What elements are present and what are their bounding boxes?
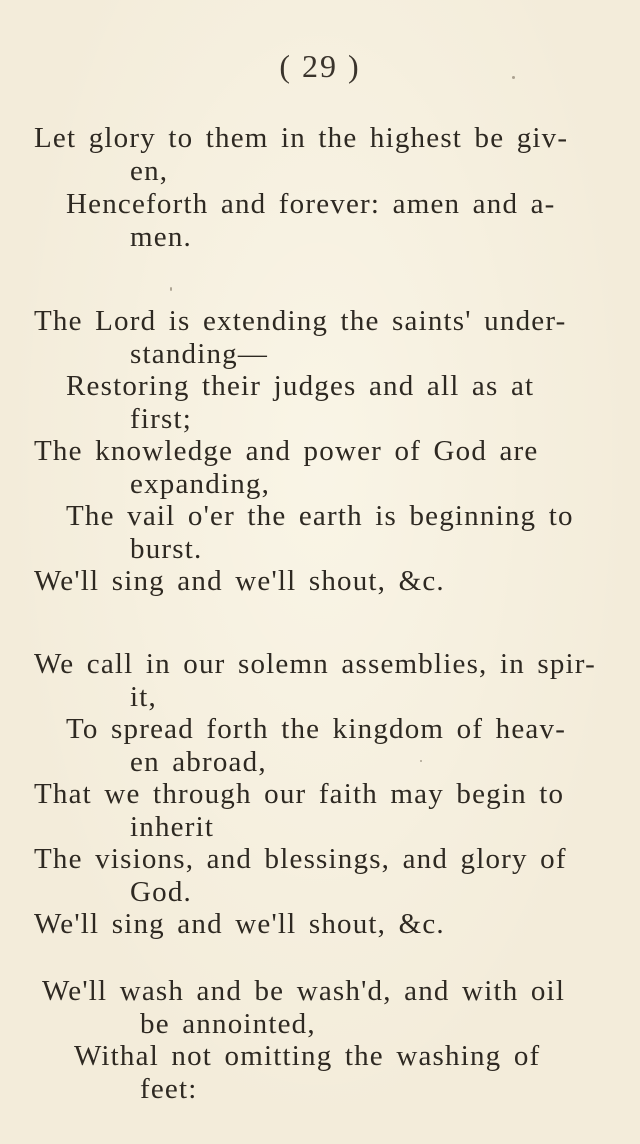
text-line: The visions, and blessings, and glory of xyxy=(34,843,567,875)
text-line: feet: xyxy=(140,1073,198,1105)
text-line: God. xyxy=(130,876,192,908)
text-line: men. xyxy=(130,221,192,253)
text-line: Restoring their judges and all as at xyxy=(66,370,535,402)
text-line: burst. xyxy=(130,533,203,565)
page-number: ( 29 ) xyxy=(279,48,361,84)
text-line: inherit xyxy=(130,811,215,843)
refrain-line: We'll sing and we'll shout, &c. xyxy=(34,565,445,597)
text-line: Withal not omitting the washing of xyxy=(74,1040,541,1072)
text-line: To spread forth the kingdom of heav- xyxy=(66,713,567,745)
text-line: That we through our faith may begin to xyxy=(34,778,565,810)
refrain-line: We'll sing and we'll shout, &c. xyxy=(34,908,445,940)
text-line: en, xyxy=(130,155,169,187)
text-line: We call in our solemn assemblies, in spir- xyxy=(34,648,596,680)
paper-speck xyxy=(170,287,172,291)
text-line: The vail o'er the earth is beginning to xyxy=(66,500,574,532)
text-line: it, xyxy=(130,681,157,713)
text-line: The Lord is extending the saints' under- xyxy=(34,305,567,337)
paper-speck xyxy=(420,760,422,762)
text-line: The knowledge and power of God are xyxy=(34,435,539,467)
paper-speck xyxy=(512,76,515,79)
text-line: first; xyxy=(130,403,192,435)
text-line: Let glory to them in the highest be giv- xyxy=(34,122,569,154)
text-line: be annointed, xyxy=(140,1008,316,1040)
text-line: standing— xyxy=(130,338,269,370)
text-line: expanding, xyxy=(130,468,271,500)
text-line: en abroad, xyxy=(130,746,267,778)
text-line: We'll wash and be wash'd, and with oil xyxy=(42,975,566,1007)
text-line: Henceforth and forever: amen and a- xyxy=(66,188,556,220)
